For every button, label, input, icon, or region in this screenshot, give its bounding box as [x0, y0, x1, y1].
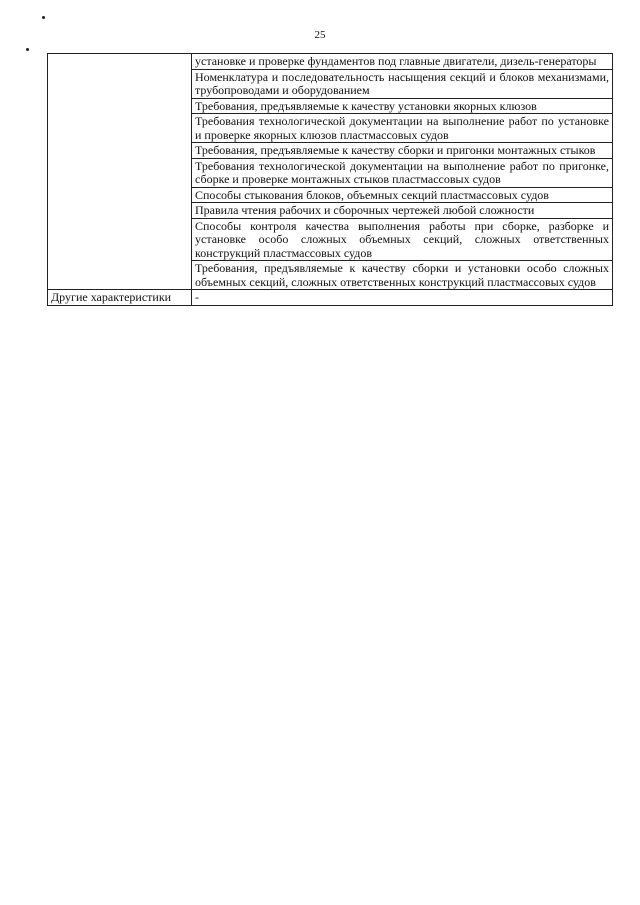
knowledge-item: Требования технологической документации на выполнение работ по пригонке, сборке и проверке монтажных стыков пластмассовых судов — [192, 158, 613, 187]
knowledge-item: Требования, предъявляемые к качеству установки якорных клюзов — [192, 98, 613, 114]
page-number: 25 — [314, 29, 326, 41]
knowledge-item: Способы стыкования блоков, объемных секций пластмассовых судов — [192, 187, 613, 203]
knowledge-item: Номенклатура и последовательность насыщения секций и блоков механизмами, трубопроводами и оборудованием — [192, 69, 613, 98]
knowledge-item: Правила чтения рабочих и сборочных чертежей любой сложности — [192, 203, 613, 219]
scan-speck — [42, 16, 45, 19]
scan-speck — [26, 48, 29, 51]
other-characteristics-label: Другие характеристики — [48, 290, 192, 306]
table-row — [48, 54, 613, 70]
knowledge-item: Требования, предъявляемые к качеству сборки и пригонки монтажных стыков — [192, 143, 613, 159]
requirements-table — [47, 53, 613, 306]
table-row — [48, 290, 613, 306]
merged-label-cell — [48, 54, 192, 290]
other-characteristics-value: - — [192, 290, 613, 306]
knowledge-item: установке и проверке фундаментов под главные двигатели, дизель-генераторы — [192, 54, 613, 70]
knowledge-item: Требования, предъявляемые к качеству сборки и установки особо сложных объемных секций, сложных ответственных конструкций пластмассовых судов — [192, 261, 613, 290]
knowledge-item: Способы контроля качества выполнения работы при сборке, разборке и установке особо сложных объемных секций, сложных ответственных конструкций пластмассовых судов — [192, 218, 613, 261]
knowledge-item: Требования технологической документации на выполнение работ по установке и проверке якорных клюзов пластмассовых судов — [192, 114, 613, 143]
